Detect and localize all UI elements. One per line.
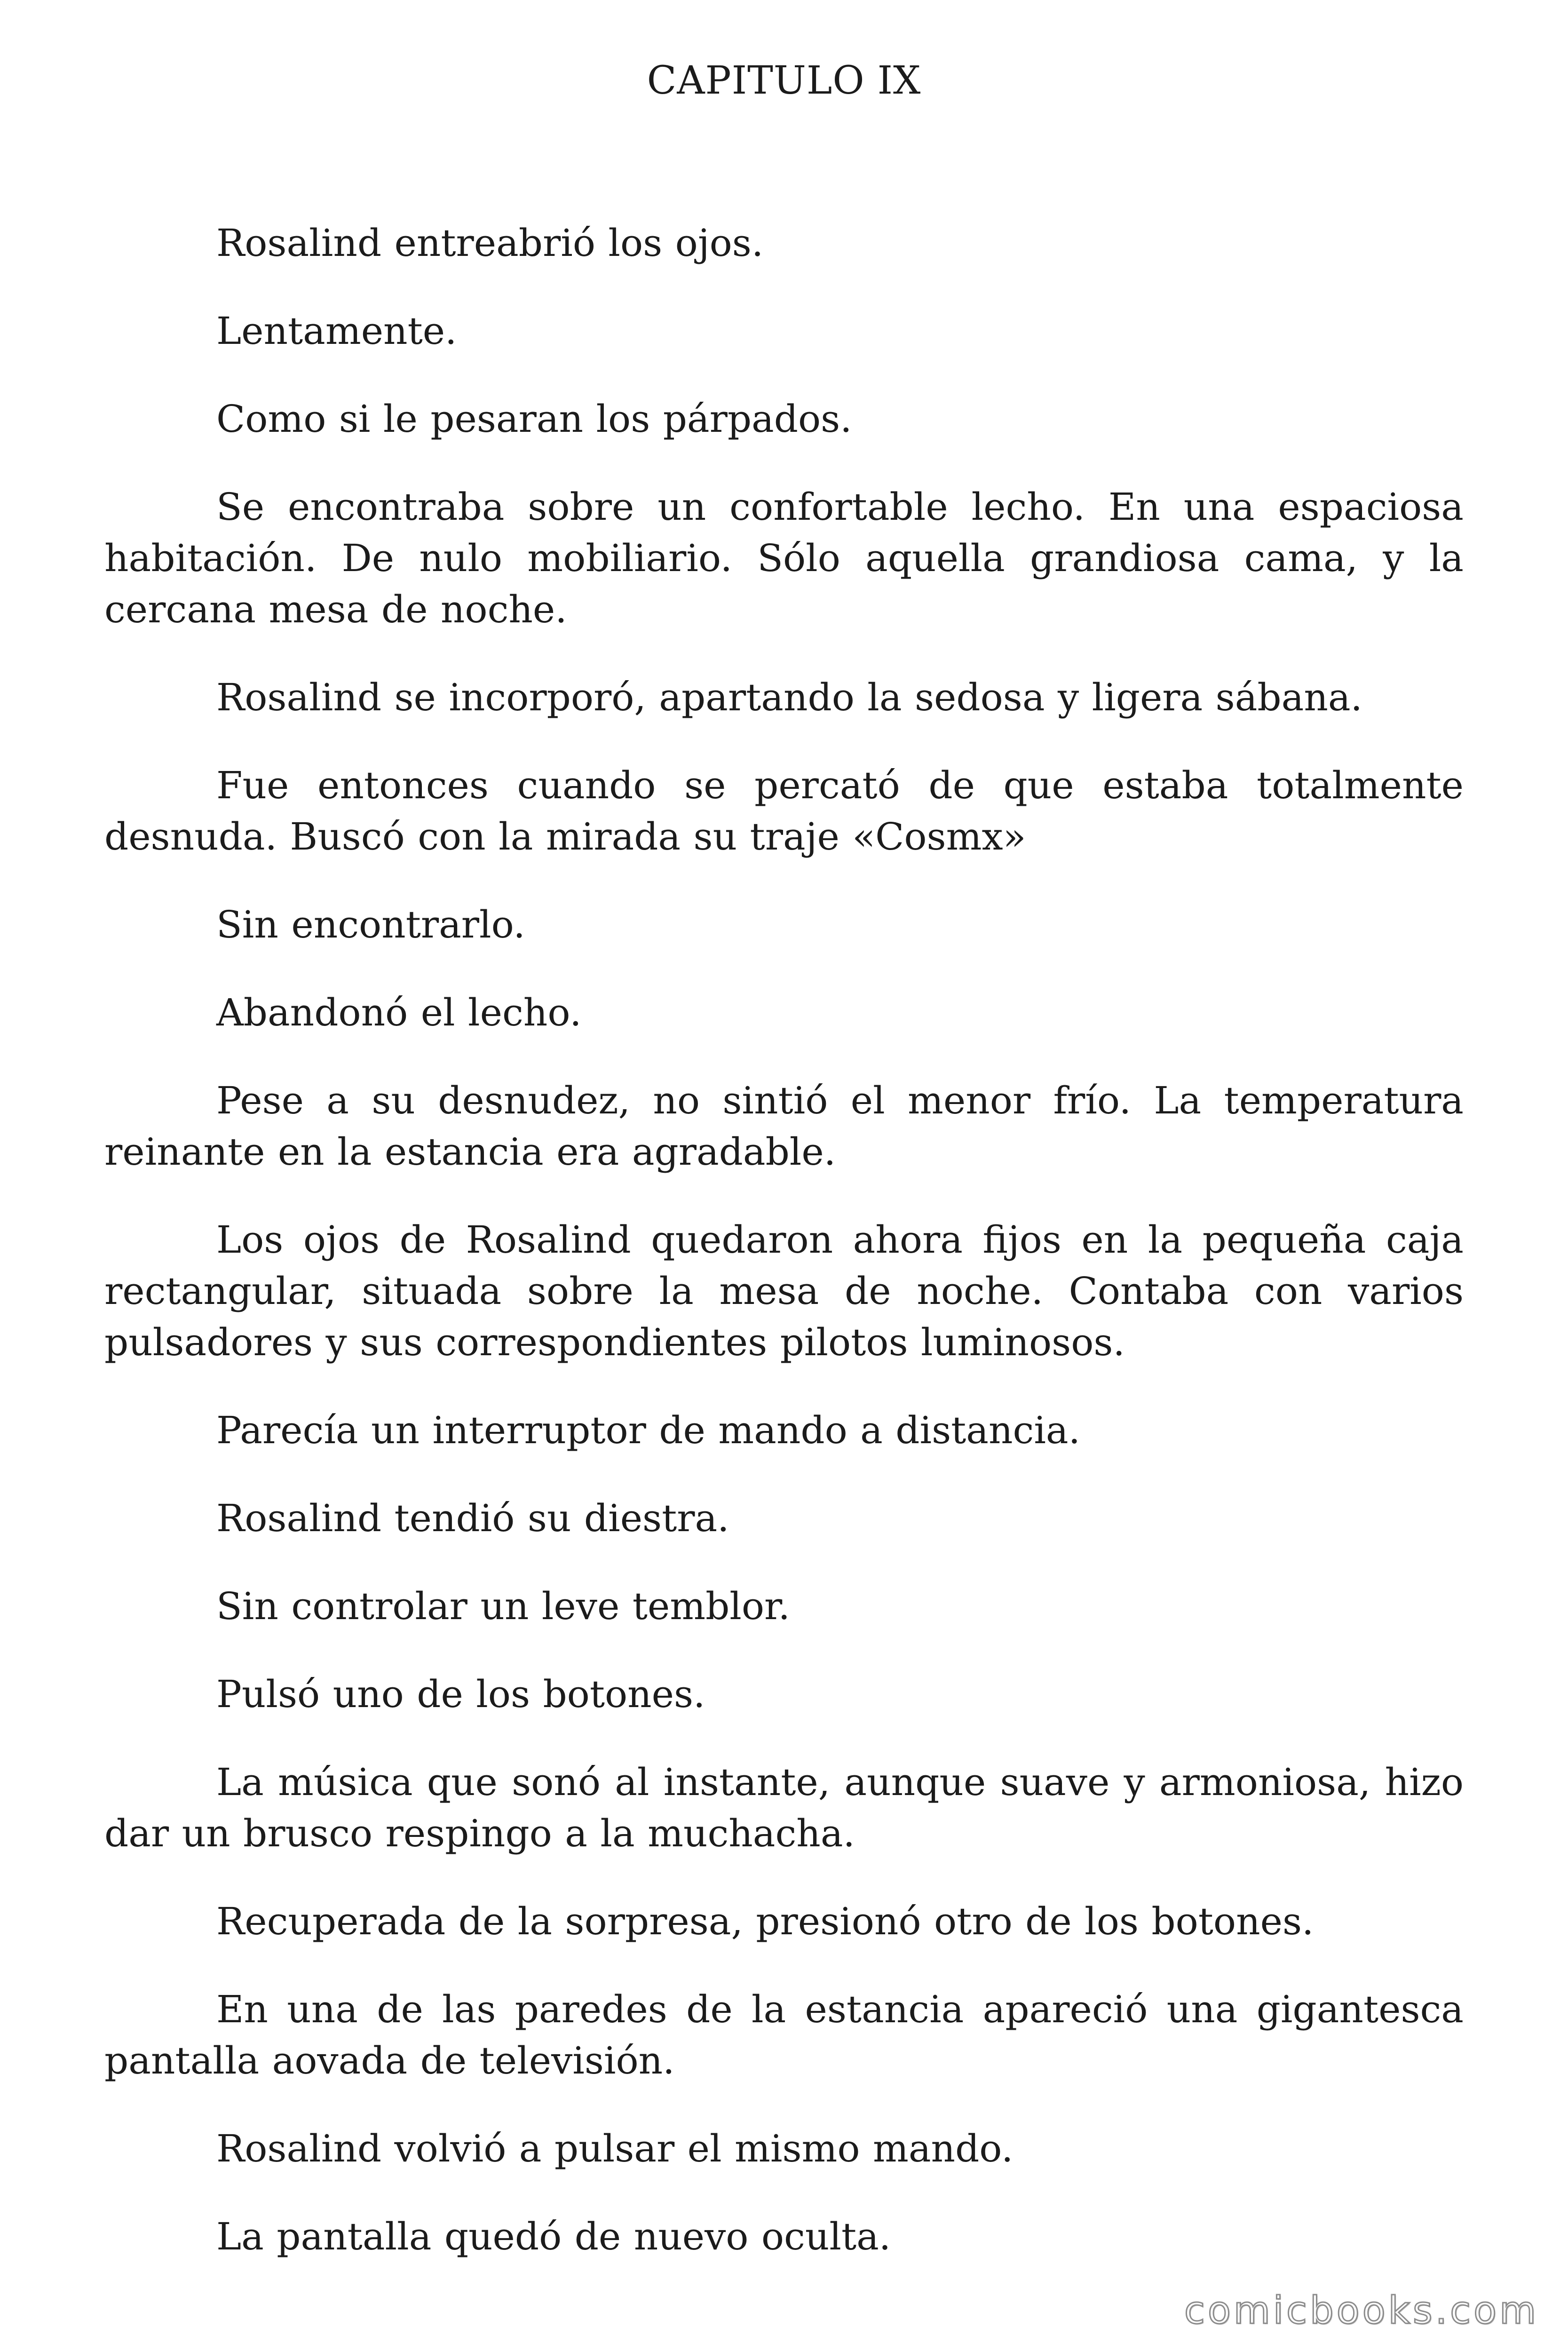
watermark: comicbooks.com: [1184, 2288, 1539, 2332]
paragraph: La música que sonó al instante, aunque suave y armoniosa, hizo dar un brusco respingo a la muchacha.: [104, 1760, 1464, 1855]
chapter-body: [104, 217, 1464, 2299]
paragraph: Abandonó el lecho.: [216, 991, 582, 1034]
paragraph: Los ojos de Rosalind quedaron ahora fijos en la pequeña caja rectangular, situada sobre la mesa de noche. Contaba con varios pulsadores y sus correspondientes pilotos luminosos.: [104, 1218, 1464, 1364]
paragraph: Sin encontrarlo.: [216, 903, 525, 946]
paragraph: Recuperada de la sorpresa, presionó otro de los botones.: [216, 1899, 1314, 1943]
paragraph: Lentamente.: [216, 309, 457, 353]
paragraph: En una de las paredes de la estancia apareció una gigantesca pantalla aovada de televisión.: [104, 1987, 1464, 2082]
paragraph: Como si le pesaran los párpados.: [216, 397, 852, 441]
paragraph: Rosalind tendió su diestra.: [216, 1496, 729, 1540]
paragraph: La pantalla quedó de nuevo oculta.: [216, 2215, 891, 2258]
paragraph: Sin controlar un leve temblor.: [216, 1584, 790, 1628]
paragraph: Parecía un interruptor de mando a distancia.: [216, 1408, 1081, 1452]
paragraph: Rosalind volvió a pulsar el mismo mando.: [216, 2127, 1014, 2170]
paragraph: Rosalind entreabrió los ojos.: [216, 221, 764, 265]
paragraph: Fue entonces cuando se percató de que estaba totalmente desnuda. Buscó con la mirada su traje «Cosmx»: [104, 763, 1464, 858]
paragraph: Pese a su desnudez, no sintió el menor frío. La temperatura reinante en la estancia era agradable.: [104, 1079, 1464, 1174]
paragraph: Rosalind se incorporó, apartando la sedosa y ligera sábana.: [216, 675, 1362, 719]
paragraph: Se encontraba sobre un confortable lecho. En una espaciosa habitación. De nulo mobiliario. Sólo aquella grandiosa cama, y la cercana mesa de noche.: [104, 485, 1464, 631]
chapter-title: CAPITULO IX: [647, 58, 921, 103]
paragraph: Pulsó uno de los botones.: [216, 1672, 705, 1716]
